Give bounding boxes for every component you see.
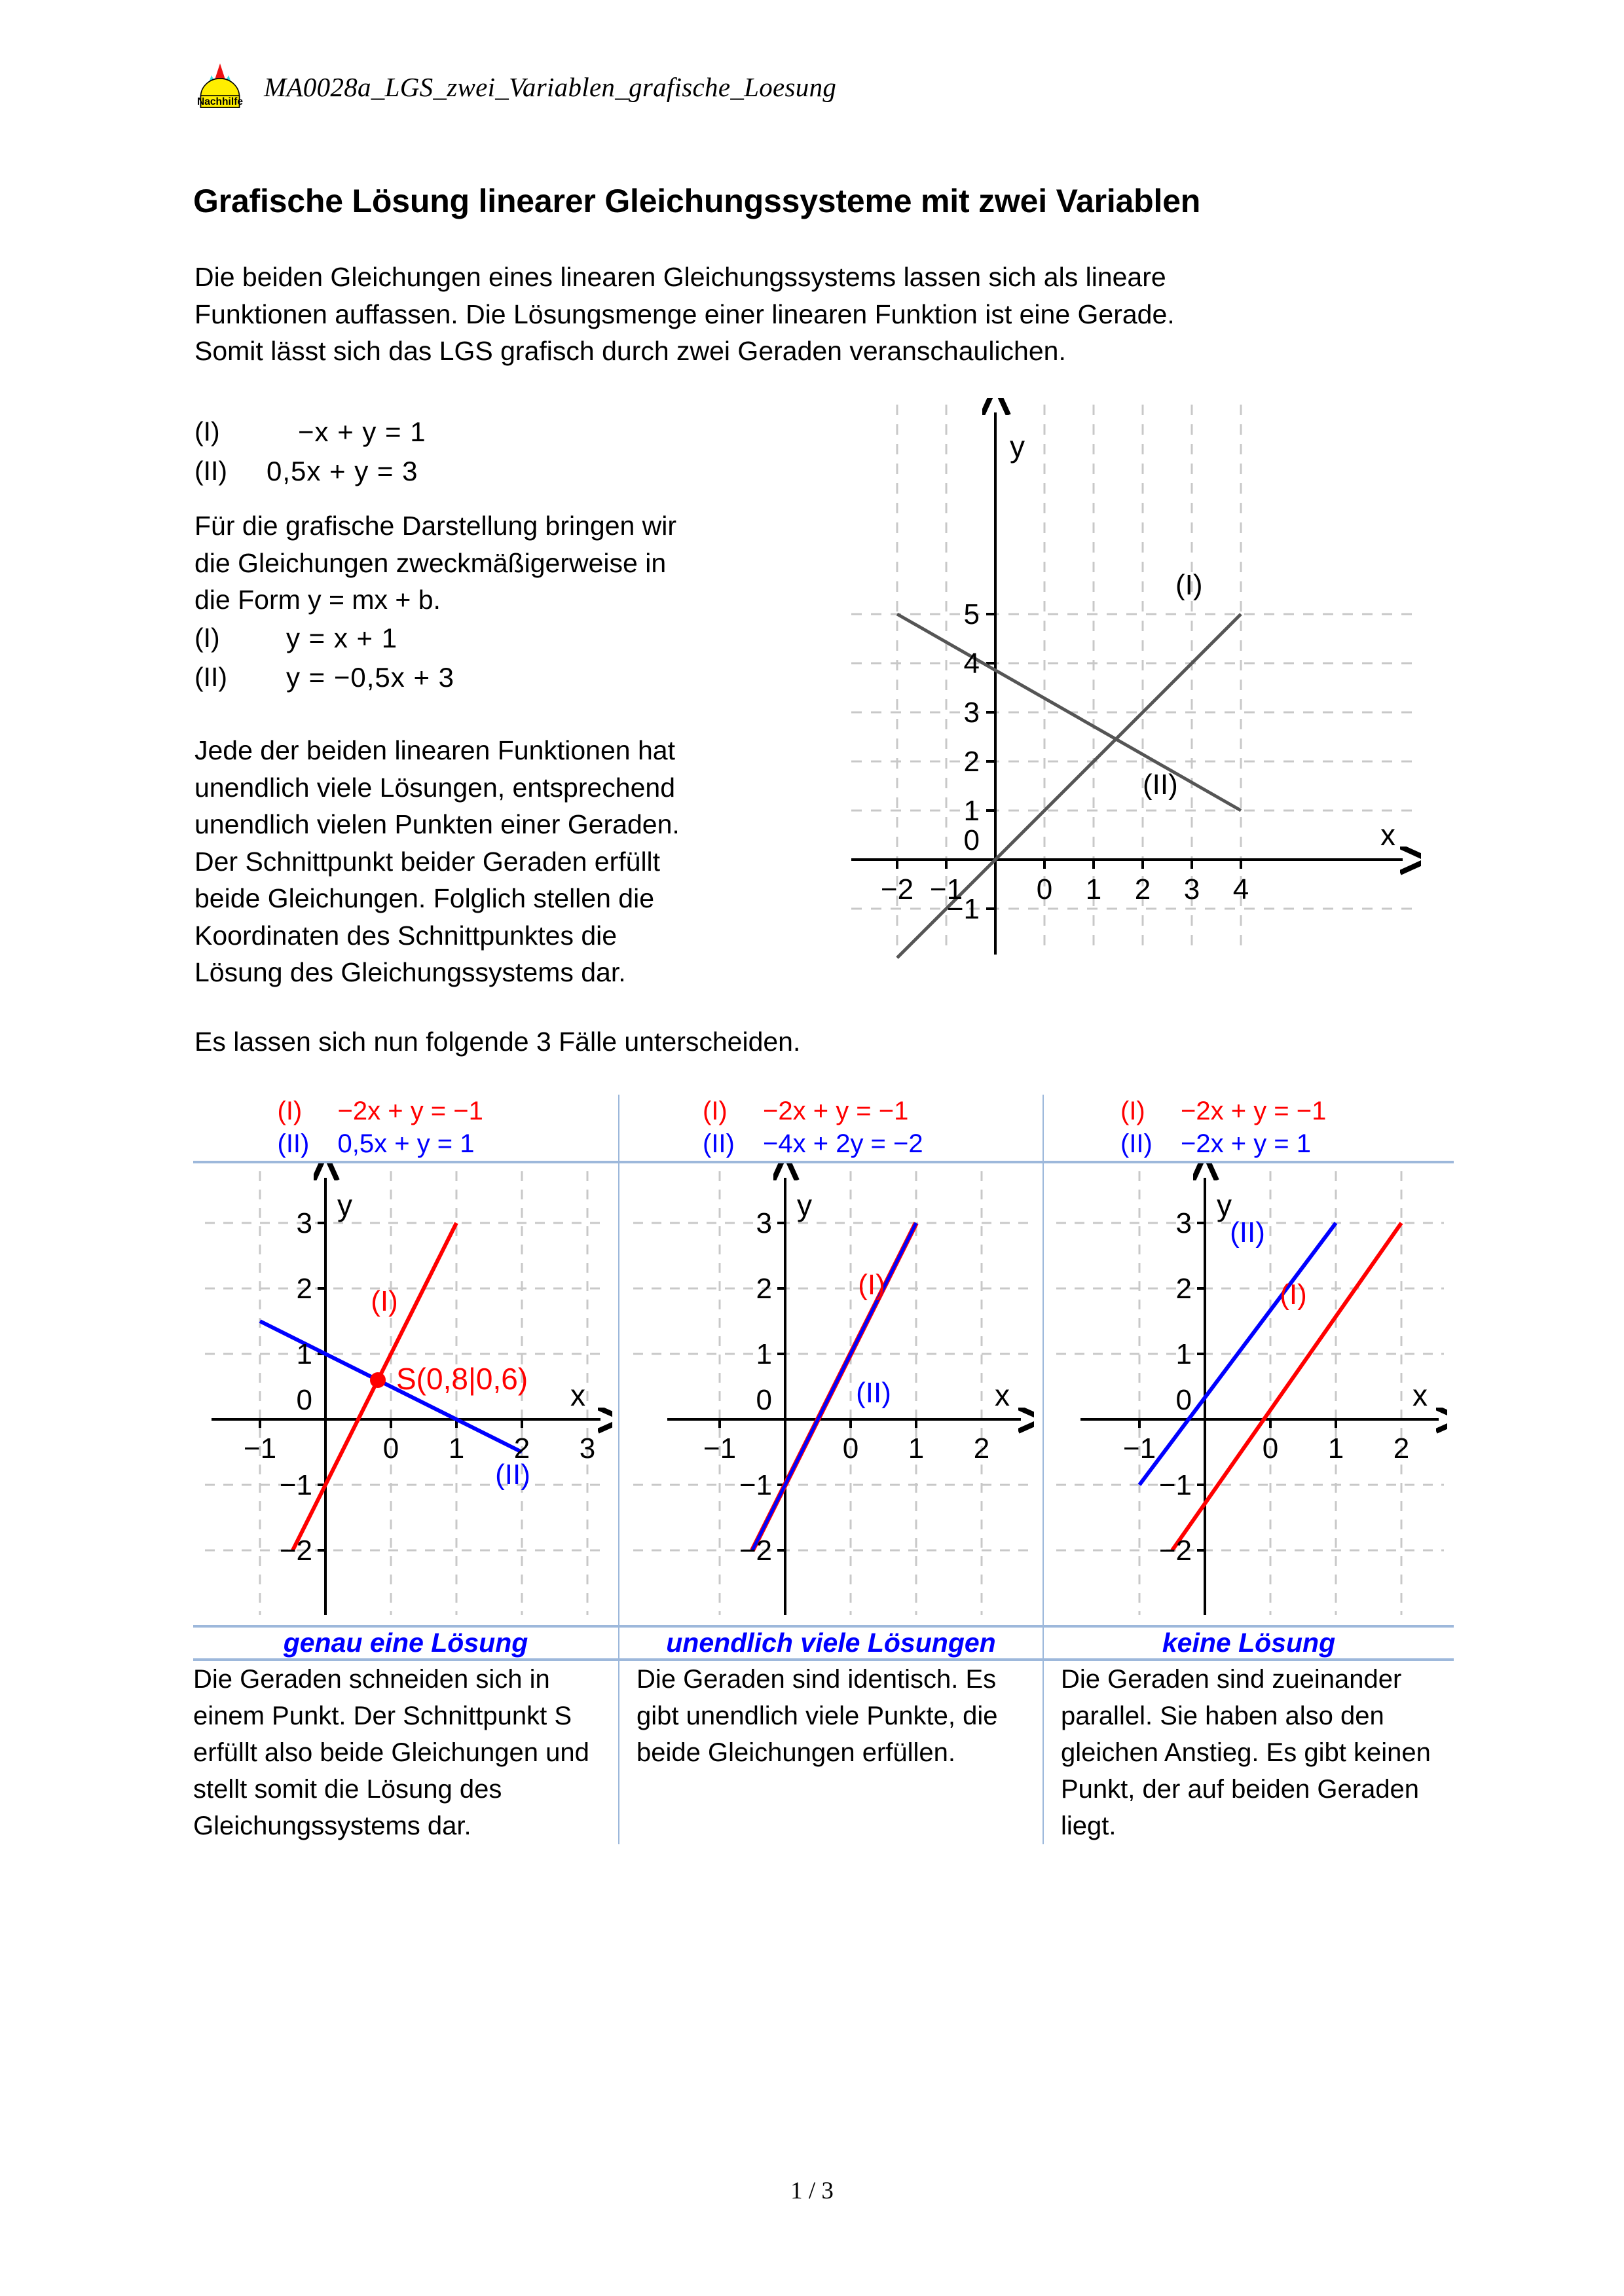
svg-text:1: 1 bbox=[963, 795, 980, 827]
case-3-graph bbox=[1051, 1163, 1447, 1622]
x-axis-label: x bbox=[1380, 818, 1395, 852]
case-2-eq-line-2 bbox=[619, 1127, 1043, 1160]
case-2-caption: unendlich viele Lösungen bbox=[619, 1626, 1043, 1660]
explain-line-3: unendlich vielen Punkten einer Geraden. bbox=[194, 809, 680, 840]
case-1-eq-2: 0,5x + y = 1 bbox=[337, 1129, 475, 1159]
case-3-equations bbox=[1043, 1095, 1454, 1162]
case-1-eq-line-2 bbox=[193, 1127, 618, 1160]
svg-text:1: 1 bbox=[448, 1432, 464, 1465]
form-paragraph bbox=[194, 507, 823, 619]
case-1-eq-1: −2x + y = −1 bbox=[337, 1097, 483, 1125]
document-filename: MA0028a_LGS_zwei_Variablen_grafische_Loesung bbox=[264, 72, 837, 102]
svg-text:1: 1 bbox=[756, 1338, 772, 1370]
case-3-caption: keine Lösung bbox=[1043, 1626, 1454, 1660]
form-line-1: Für die grafische Darstellung bringen wir bbox=[194, 511, 677, 541]
svg-text:3: 3 bbox=[1183, 873, 1200, 905]
cases-descriptions-row bbox=[193, 1660, 1454, 1844]
svg-text:0: 0 bbox=[1175, 1383, 1192, 1416]
svg-text:−2: −2 bbox=[1158, 1534, 1192, 1567]
case-2-description: Die Geraden sind identisch. Es gibt unendlich viele Punkte, die beide Gleichungen erfüllen. bbox=[619, 1660, 1043, 1844]
nachhilfe-logo-icon bbox=[193, 60, 247, 114]
y-tick-labels bbox=[1158, 1207, 1191, 1567]
system-1-row-2 bbox=[194, 452, 849, 491]
case-3-label-II: (II) bbox=[1229, 1216, 1265, 1248]
svg-text:1: 1 bbox=[1085, 873, 1102, 905]
svg-text:3: 3 bbox=[296, 1207, 312, 1239]
svg-text:4: 4 bbox=[1232, 873, 1249, 905]
axis-ticks bbox=[1139, 1223, 1336, 1550]
system-1-row-1 bbox=[194, 412, 849, 452]
x-axis-label: x bbox=[995, 1377, 1010, 1412]
explain-line-4: Der Schnittpunkt beider Geraden erfüllt bbox=[194, 846, 661, 877]
svg-text:3: 3 bbox=[756, 1207, 772, 1239]
cases-table bbox=[193, 1095, 1454, 1844]
main-coordinate-graph bbox=[845, 398, 1421, 964]
explain-line-2: unendlich viele Lösungen, entsprechend bbox=[194, 772, 675, 803]
y-axis-label: y bbox=[1010, 429, 1025, 464]
page-number: 1 / 3 bbox=[790, 2178, 834, 2204]
case-3-tag-1: (I) bbox=[1120, 1097, 1145, 1125]
svg-text:2: 2 bbox=[973, 1432, 990, 1465]
intro-paragraph bbox=[194, 259, 1453, 370]
svg-text:4: 4 bbox=[963, 647, 980, 680]
case-1-description: Die Geraden schneiden sich in einem Punkt. Der Schnittpunkt S erfüllt also beide Gleichungen und stellt somit die Lösung des Gleichungssystems dar. bbox=[193, 1664, 589, 1840]
case-1-graph-cell bbox=[193, 1162, 619, 1626]
case-3-eq-1: −2x + y = −1 bbox=[1181, 1097, 1327, 1125]
curve-label-I: (I) bbox=[1175, 569, 1203, 601]
case-3-label-I: (I) bbox=[1279, 1278, 1307, 1311]
explain-line-6: Koordinaten des Schnittpunktes die bbox=[194, 920, 618, 951]
intro-line-1: Die beiden Gleichungen eines linearen Gleichungssystems lassen sich als lineare bbox=[194, 262, 1166, 292]
case-2-tag-1: (I) bbox=[703, 1097, 728, 1125]
svg-text:0: 0 bbox=[756, 1383, 772, 1416]
case-3-eq-line-2 bbox=[1044, 1127, 1454, 1160]
svg-text:−1: −1 bbox=[1122, 1432, 1156, 1465]
case-2-label-I: (I) bbox=[858, 1268, 885, 1301]
explain-paragraph bbox=[194, 732, 824, 991]
svg-text:0: 0 bbox=[842, 1432, 859, 1465]
svg-text:3: 3 bbox=[1175, 1207, 1192, 1239]
case-2-graph bbox=[628, 1163, 1034, 1622]
logo-label: Nachhilfe bbox=[196, 96, 244, 108]
system-1-block bbox=[194, 412, 849, 490]
explain-line-1: Jede der beiden linearen Funktionen hat bbox=[194, 735, 675, 765]
svg-text:2: 2 bbox=[296, 1272, 312, 1305]
case-2-tag-2: (II) bbox=[703, 1129, 735, 1159]
case-2-eq-1: −2x + y = −1 bbox=[763, 1097, 909, 1125]
svg-text:−1: −1 bbox=[946, 893, 980, 925]
case-2-equations bbox=[619, 1095, 1043, 1162]
system-2-row-2 bbox=[194, 658, 849, 697]
page-title: Grafische Lösung linearer Gleichungssysteme mit zwei Variablen bbox=[193, 183, 1201, 219]
svg-text:0: 0 bbox=[296, 1383, 312, 1416]
svg-text:−1: −1 bbox=[1158, 1468, 1192, 1501]
case-2-eq-2: −4x + 2y = −2 bbox=[763, 1129, 923, 1159]
system-2-row-1 bbox=[194, 619, 849, 658]
case-1-point-label: S(0,8|0,6) bbox=[396, 1361, 528, 1396]
svg-text:2: 2 bbox=[1134, 873, 1151, 905]
case-1-label-I: (I) bbox=[370, 1285, 398, 1317]
svg-text:3: 3 bbox=[963, 697, 980, 729]
case-3-line-I bbox=[1172, 1223, 1401, 1550]
case-2-label-II: (II) bbox=[856, 1376, 891, 1409]
case-2-graph-cell bbox=[619, 1162, 1043, 1626]
svg-text:−2: −2 bbox=[279, 1534, 312, 1567]
case-1-equations bbox=[193, 1095, 619, 1162]
y-tick-labels bbox=[279, 1207, 312, 1567]
system-1-tag-2: (II) bbox=[194, 455, 228, 486]
svg-text:1: 1 bbox=[908, 1432, 925, 1465]
svg-text:3: 3 bbox=[579, 1432, 595, 1465]
svg-text:0: 0 bbox=[382, 1432, 399, 1465]
svg-text:2: 2 bbox=[963, 746, 980, 778]
x-axis-label: x bbox=[570, 1377, 585, 1412]
form-line-2: die Gleichungen zweckmäßigerweise in bbox=[194, 547, 667, 578]
cases-equations-row bbox=[193, 1095, 1454, 1162]
svg-text:−2: −2 bbox=[739, 1534, 772, 1567]
svg-text:−1: −1 bbox=[929, 873, 963, 905]
svg-text:0: 0 bbox=[1036, 873, 1053, 905]
cases-lead-text: Es lassen sich nun folgende 3 Fälle unterscheiden. bbox=[194, 1027, 801, 1057]
intersection-point-marker bbox=[370, 1372, 386, 1388]
svg-text:−1: −1 bbox=[739, 1468, 772, 1501]
svg-text:1: 1 bbox=[1175, 1338, 1192, 1370]
explain-line-5: beide Gleichungen. Folglich stellen die bbox=[194, 883, 655, 914]
case-1-caption: genau eine Lösung bbox=[193, 1626, 619, 1660]
intro-line-3: Somit lässt sich das LGS grafisch durch zwei Geraden veranschaulichen. bbox=[194, 336, 1066, 367]
x-axis-label: x bbox=[1412, 1377, 1428, 1412]
svg-text:−1: −1 bbox=[243, 1432, 276, 1465]
case-1-label-II: (II) bbox=[494, 1458, 530, 1491]
cases-graphs-row bbox=[193, 1162, 1454, 1626]
svg-text:2: 2 bbox=[756, 1272, 772, 1305]
system-2-eq-1: y = x + 1 bbox=[286, 623, 398, 653]
intro-line-2: Funktionen auffassen. Die Lösungsmenge einer linearen Funktion ist eine Gerade. bbox=[194, 299, 1175, 329]
svg-text:0: 0 bbox=[1262, 1432, 1278, 1465]
document-header bbox=[193, 60, 836, 114]
system-2-tag-1: (I) bbox=[194, 623, 220, 653]
explain-line-7: Lösung des Gleichungssystems dar. bbox=[194, 957, 626, 988]
case-2-eq-line-1 bbox=[619, 1095, 1043, 1127]
system-1-tag-1: (I) bbox=[194, 416, 220, 446]
x-tick-labels bbox=[703, 1432, 989, 1465]
system-1-eq-1: −x + y = 1 bbox=[298, 416, 426, 447]
svg-text:0: 0 bbox=[963, 824, 980, 856]
svg-text:1: 1 bbox=[296, 1338, 312, 1370]
case-3-graph-cell bbox=[1043, 1162, 1454, 1626]
curve-label-II: (II) bbox=[1143, 769, 1178, 801]
system-2-block bbox=[194, 619, 849, 697]
svg-text:−1: −1 bbox=[279, 1468, 312, 1501]
y-axis-label: y bbox=[797, 1188, 812, 1222]
case-3-tag-2: (II) bbox=[1120, 1129, 1153, 1159]
y-tick-labels bbox=[739, 1207, 772, 1567]
svg-text:−2: −2 bbox=[880, 873, 914, 905]
y-axis-label: y bbox=[337, 1188, 352, 1222]
grid-lines bbox=[851, 405, 1414, 955]
x-tick-labels bbox=[243, 1432, 595, 1465]
svg-text:5: 5 bbox=[963, 598, 980, 630]
case-3-eq-line-1 bbox=[1044, 1095, 1454, 1127]
case-3-description: Die Geraden sind zueinander parallel. Sie haben also den gleichen Anstieg. Es gibt keinen Punkt, der auf beiden Geraden liegt. bbox=[1043, 1660, 1454, 1844]
svg-text:1: 1 bbox=[1327, 1432, 1344, 1465]
system-2-eq-2: y = −0,5x + 3 bbox=[286, 661, 455, 693]
x-tick-labels bbox=[881, 873, 1249, 905]
svg-text:2: 2 bbox=[1175, 1272, 1192, 1305]
case-3-eq-2: −2x + y = 1 bbox=[1181, 1129, 1312, 1159]
cases-captions-row bbox=[193, 1626, 1454, 1660]
system-1-eq-2: 0,5x + y = 3 bbox=[267, 455, 418, 486]
y-axis-label: y bbox=[1216, 1188, 1232, 1222]
form-line-3: die Form y = mx + b. bbox=[194, 585, 441, 615]
svg-text:2: 2 bbox=[513, 1432, 530, 1465]
case-1-graph bbox=[200, 1163, 612, 1622]
svg-text:−1: −1 bbox=[703, 1432, 737, 1465]
case-1-tag-2: (II) bbox=[277, 1129, 310, 1159]
case-1-tag-1: (I) bbox=[277, 1097, 303, 1125]
svg-text:2: 2 bbox=[1393, 1432, 1409, 1465]
case-2-line-II bbox=[752, 1223, 916, 1550]
case-1-eq-line-1 bbox=[193, 1095, 618, 1127]
system-2-tag-2: (II) bbox=[194, 661, 228, 692]
